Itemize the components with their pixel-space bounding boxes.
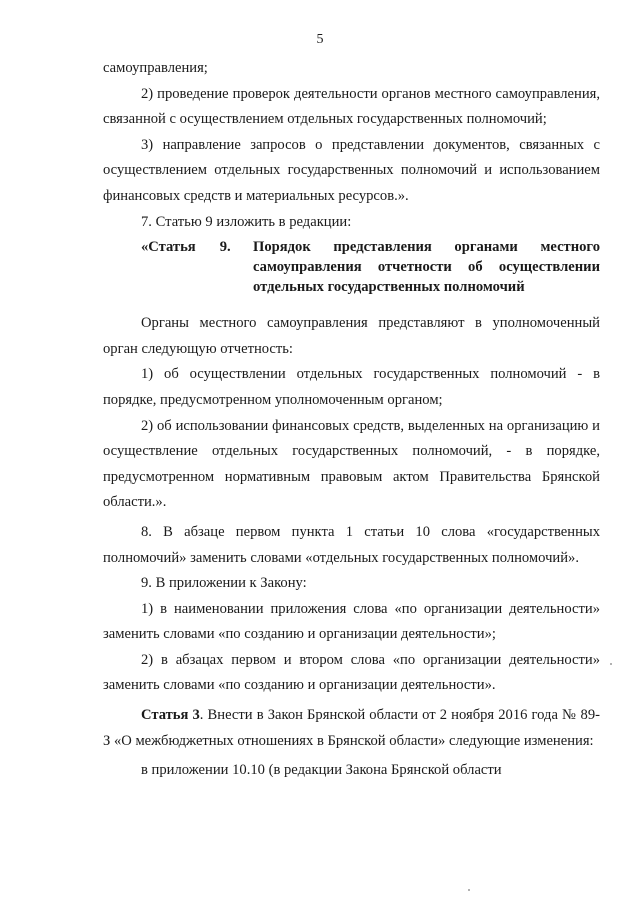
article-3-text: . Внести в Закон Брянской области от 2 ноября 2016 года № 89-З «О межбюджетных отношениях в Брянской области» следующие изменения: — [103, 707, 600, 749]
paragraph: 2) в абзацах первом и втором слова «по организации деятельности» заменить словами «по созданию и организации деятельности». — [103, 651, 600, 694]
paragraph: 9. В приложении к Закону: — [141, 575, 307, 592]
paragraph: 2) проведение проверок деятельности органов местного самоуправления, связанной с осуществлением отдельных государственных полномочий; — [103, 85, 600, 128]
article-label-number: 9. — [219, 239, 231, 256]
paragraph: 3) направление запросов о представлении документов, связанных с осуществлением отдельных государственных полномочий и использованием финансовых средств и материальных ресурсов.». — [103, 136, 600, 204]
paragraph: 7. Статью 9 изложить в редакции: — [141, 213, 352, 230]
paragraph: Органы местного самоуправления представляют в уполномоченный орган следующую отчетность: — [103, 315, 600, 357]
paragraph: в приложении 10.10 (в редакции Закона Брянской области — [141, 762, 502, 779]
paragraph: 1) в наименовании приложения слова «по организации деятельности» заменить словами «по созданию и организации деятельности»; — [103, 600, 600, 643]
page-number: 5 — [316, 32, 324, 47]
paragraph: 1) об осуществлении отдельных государственных полномочий - в порядке, предусмотренном уполномоченным органом; — [103, 366, 600, 408]
paragraph: 8. В абзаце первом пункта 1 статьи 10 слова «государственных полномочий» заменить словами «отдельных государственных полномочий». — [103, 523, 600, 566]
article-9-title: Порядок представления органами местного самоуправления отчетности об осуществлении отдельных государственных полномочий — [253, 239, 600, 296]
scan-speck — [468, 889, 470, 891]
article-3-paragraph — [103, 703, 600, 754]
article-9-heading — [103, 235, 600, 297]
paragraph: самоуправления; — [103, 60, 208, 76]
article-9-label — [103, 235, 253, 297]
paragraph: 2) об использовании финансовых средств, выделенных на организацию и осуществление отдельных государственных полномочий, - в порядке, предусмотренном нормативным правовым актом Правительства Брянской области.». — [103, 417, 600, 511]
article-3-label: Статья 3 — [141, 707, 200, 724]
article-label-word: «Статья — [141, 239, 196, 256]
document-body — [103, 56, 600, 784]
scan-speck — [610, 663, 612, 665]
